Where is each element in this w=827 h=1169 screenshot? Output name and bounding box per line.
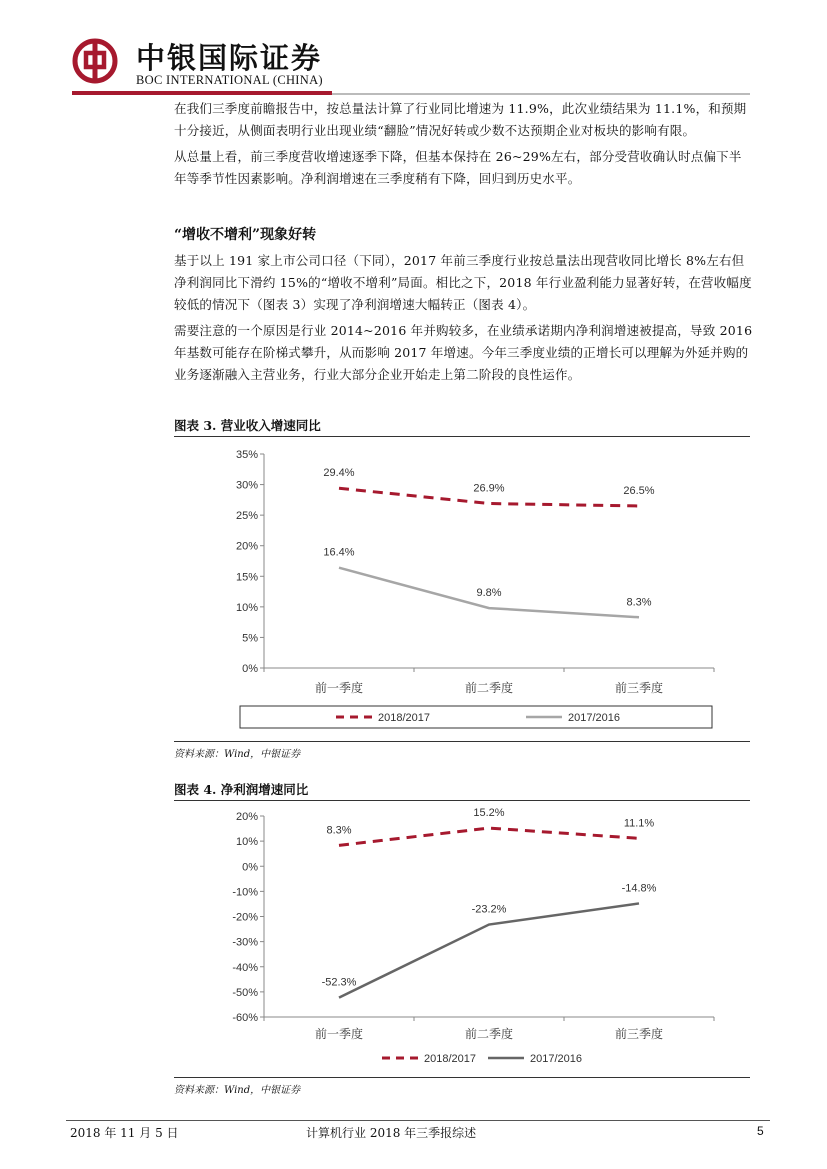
y-tick-label: 25% [235, 510, 258, 523]
y-tick-label: 20% [235, 540, 258, 553]
y-tick-label: -10% [232, 886, 258, 899]
data-label: 16.4% [323, 546, 355, 559]
data-label: 29.4% [323, 467, 355, 480]
legend-box [240, 706, 712, 728]
data-label: 8.3% [326, 824, 352, 837]
figure-4-title: 图表 4. 净利润增速同比 [174, 782, 309, 797]
footer-rule [66, 1120, 770, 1121]
paragraph-3: 基于以上 191 家上市公司口径（下同），2017 年前三季度行业按总量法出现营收同比增长 8%左右但净利润同比下滑约 15%的“增收不增利”局面。相比之下，2018 年行业盈利能力显著好转，在营收幅度较低的情况下（图表 3）实现了净利润增速大幅转正（图表 4）。 [174, 253, 752, 312]
figure-4-bottom-rule [174, 1077, 750, 1078]
figure-3-chart [174, 438, 750, 740]
brand-name-en: BOC INTERNATIONAL (CHINA) [136, 73, 323, 87]
y-tick-label: -20% [232, 911, 258, 924]
figure-3-source: 资料来源：Wind，中银证券 [174, 749, 301, 760]
data-label: 8.3% [626, 596, 652, 609]
y-tick-label: 30% [235, 479, 258, 492]
figure-4-chart [174, 802, 750, 1076]
section-heading: “增收不增利”现象好转 [174, 227, 317, 243]
footer-date: 2018 年 11 月 5 日 [70, 1126, 179, 1140]
footer-title: 计算机行业 2018 年三季报综述 [306, 1126, 477, 1140]
y-tick-label: 10% [235, 836, 258, 849]
data-label: 15.2% [473, 807, 505, 820]
x-category-label: 前三季度 [614, 681, 664, 695]
data-label: 26.9% [473, 482, 505, 495]
legend-label: 2018/2017 [424, 1053, 476, 1065]
y-tick-label: 15% [235, 571, 258, 584]
series-line-2018-2017 [339, 828, 639, 845]
figure-3-top-rule [174, 436, 750, 437]
legend-label: 2017/2016 [530, 1053, 582, 1065]
series-line-2017-2016 [339, 903, 639, 997]
x-category-label: 前二季度 [464, 681, 514, 695]
data-label: -14.8% [621, 882, 657, 895]
x-category-label: 前三季度 [614, 1027, 664, 1041]
y-tick-label: 0% [242, 861, 258, 874]
y-tick-label: 20% [235, 811, 258, 823]
x-category-label: 前一季度 [314, 681, 364, 695]
data-label: 9.8% [476, 587, 502, 600]
figure-4-top-rule [174, 800, 750, 801]
data-label: -52.3% [321, 976, 357, 989]
y-tick-label: -40% [232, 961, 258, 974]
y-tick-label: 5% [242, 632, 258, 645]
x-category-label: 前二季度 [464, 1027, 514, 1041]
page-number: 5 [757, 1124, 764, 1138]
y-tick-label: 0% [242, 663, 258, 675]
y-tick-label: 35% [235, 449, 258, 461]
paragraph-1: 在我们三季度前瞻报告中，按总量法计算了行业同比增速为 11.9%，此次业绩结果为 11.1%，和预期十分接近，从侧面表明行业出现业绩“翻脸”情况好转或少数不达预期企业对板块的影响有限。 [174, 101, 747, 138]
data-label: 11.1% [623, 817, 655, 830]
y-tick-label: 10% [235, 601, 258, 614]
data-label: -23.2% [471, 903, 507, 916]
y-tick-label: -50% [232, 986, 258, 999]
figure-3-title: 图表 3. 营业收入增速同比 [174, 418, 321, 433]
y-tick-label: -60% [232, 1012, 258, 1024]
brand-name-cn: 中银国际证券 [136, 41, 323, 75]
figure-3-bottom-rule [174, 741, 750, 742]
data-label: 26.5% [623, 484, 655, 497]
paragraph-4: 需要注意的一个原因是行业 2014~2016 年并购较多，在业绩承诺期内净利润增速被提高，导致 2016 年基数可能存在阶梯式攀升，从而影响 2017 年增速。今年三季度业绩的正增长可以理解为外延并购的业务逐渐融入主营业务，行业大部分企业开始走上第二阶段的良性运作。 [174, 323, 753, 382]
boc-logo-icon [72, 38, 118, 84]
y-tick-label: -30% [232, 936, 258, 949]
x-category-label: 前一季度 [314, 1027, 364, 1041]
legend-label: 2017/2016 [568, 712, 620, 724]
paragraph-2: 从总量上看，前三季度营收增速逐季下降，但基本保持在 26~29%左右，部分受营收确认时点偏下半年等季节性因素影响。净利润增速在三季度稍有下降，回归到历史水平。 [174, 149, 742, 186]
header-rule [332, 93, 750, 95]
header-rule-accent [72, 91, 332, 95]
legend-label: 2018/2017 [378, 712, 430, 724]
figure-4-source: 资料来源：Wind，中银证券 [174, 1085, 301, 1096]
